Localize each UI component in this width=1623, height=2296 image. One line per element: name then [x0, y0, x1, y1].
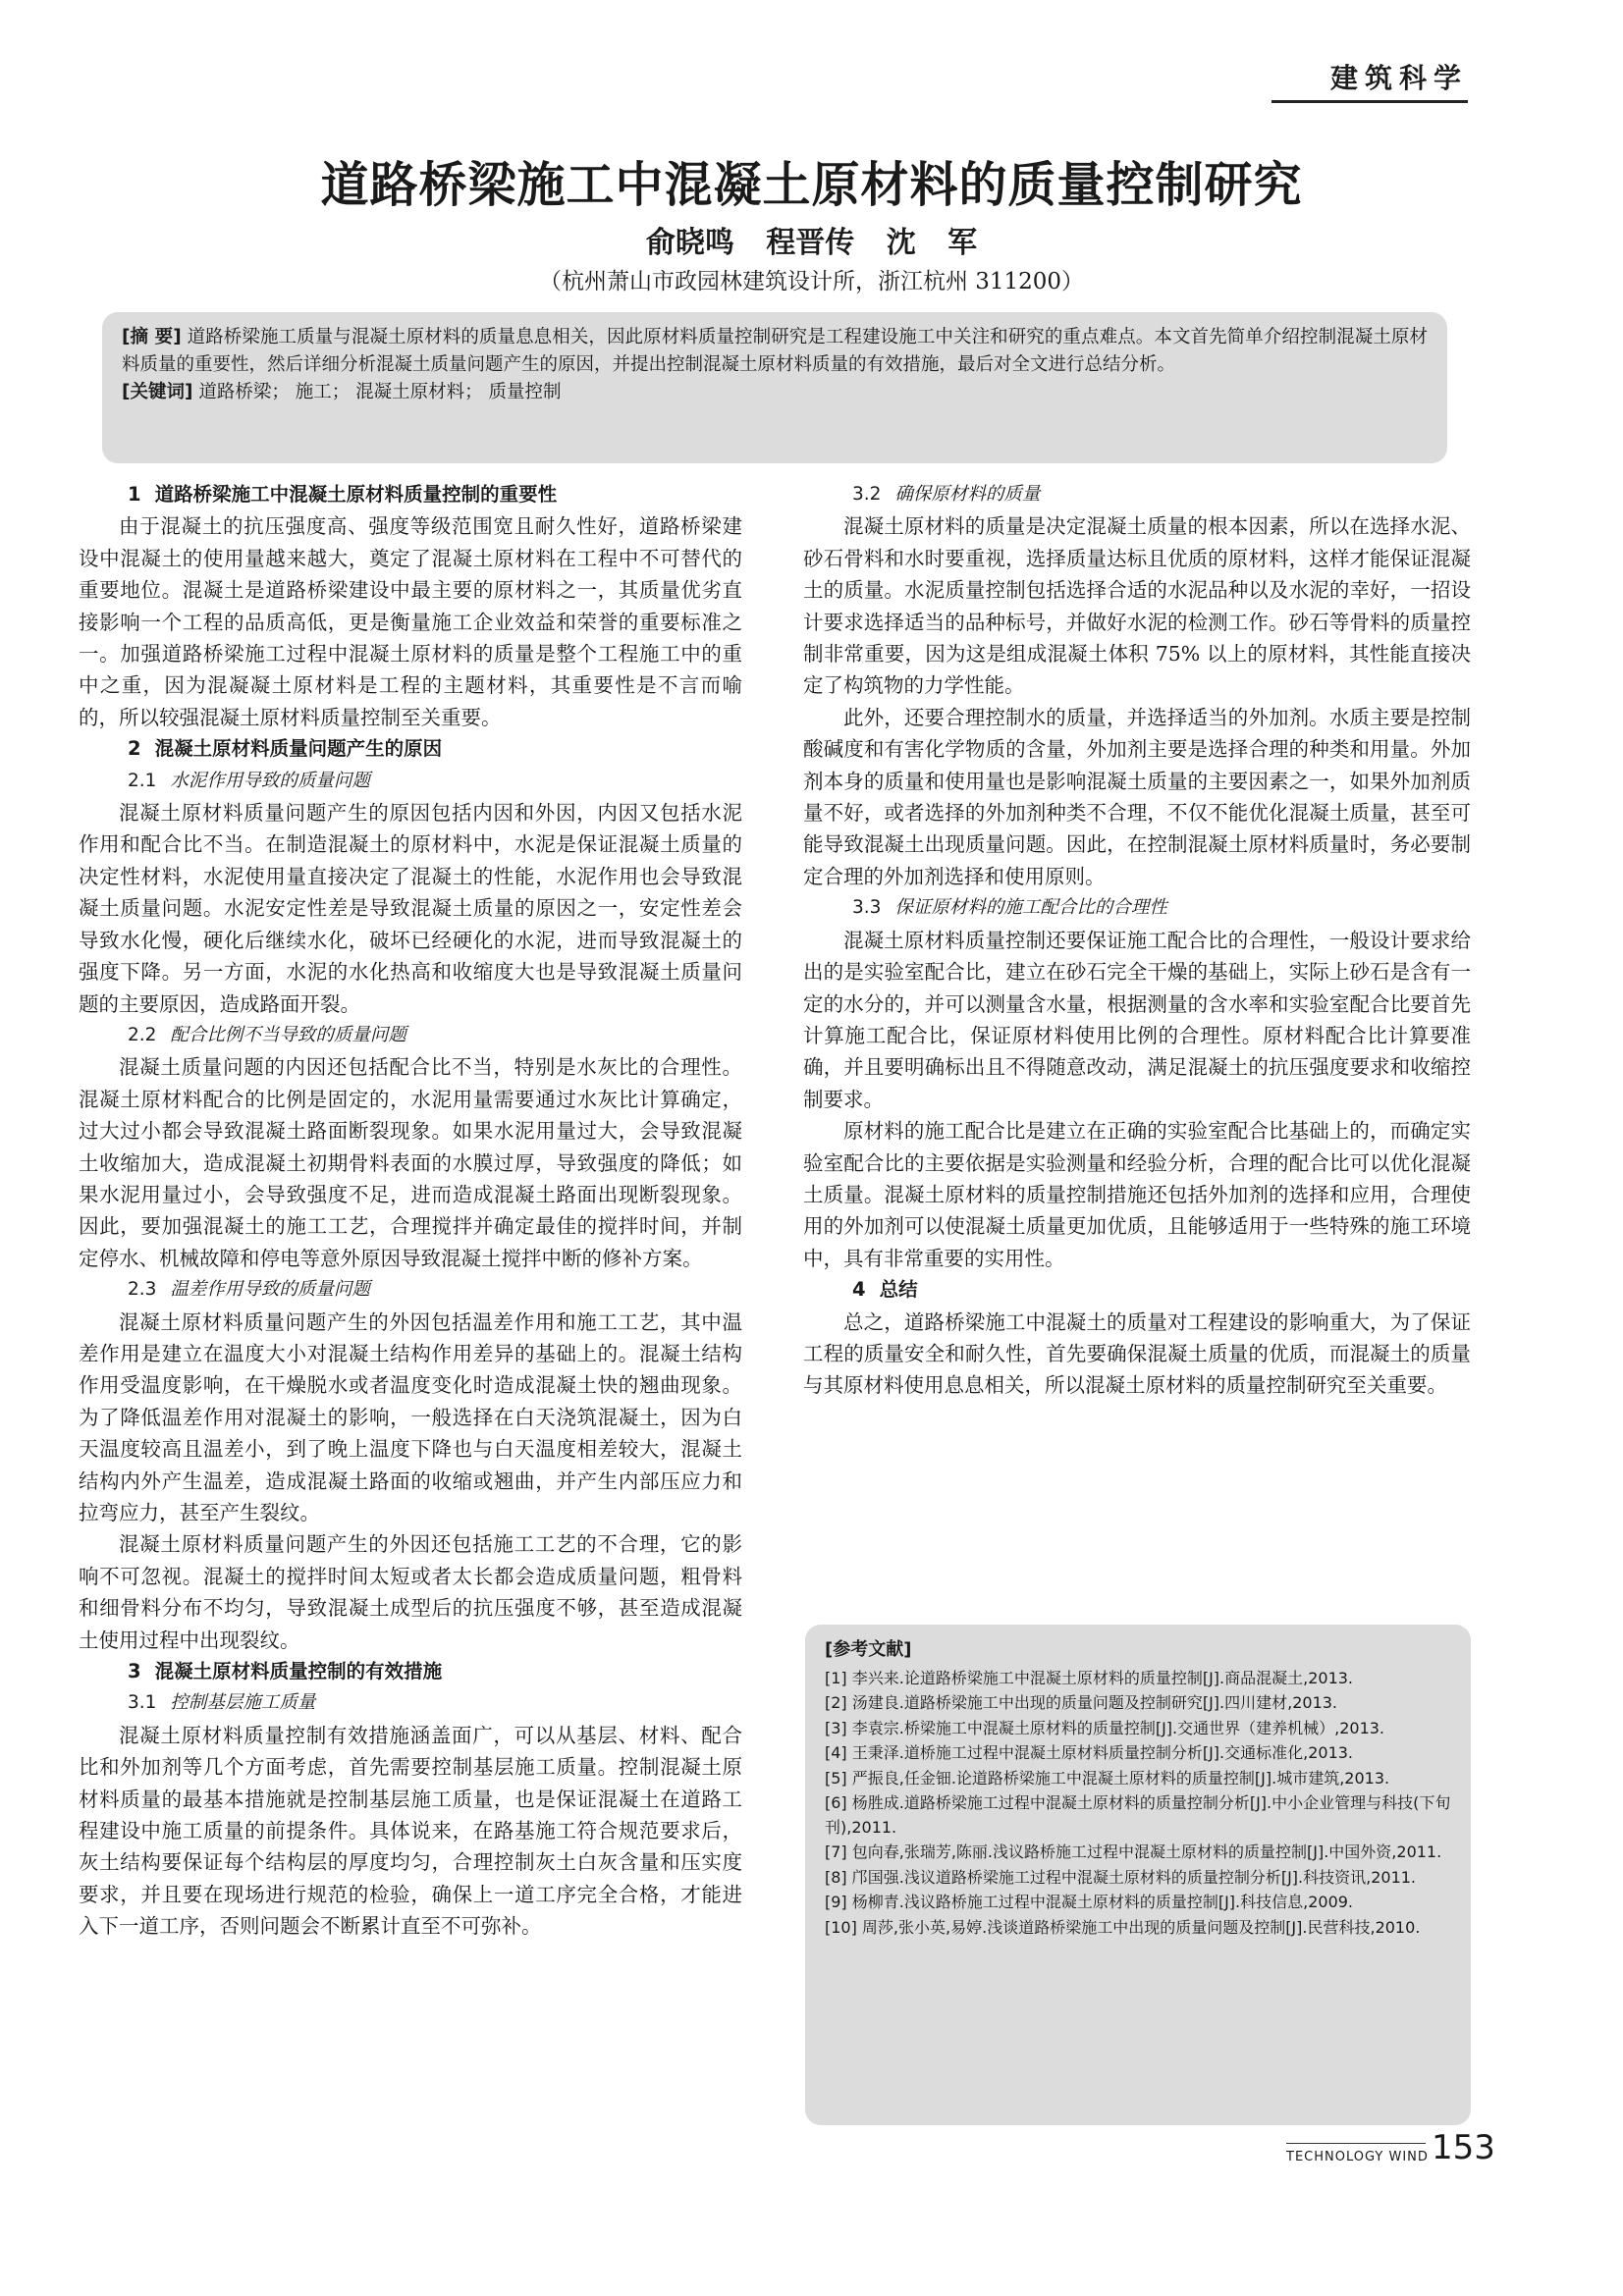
abstract	[122, 324, 1428, 379]
reference-item: [7] 包向春,张瑞芳,陈丽.浅议路桥施工过程中混凝土原材料的质量控制[J].中国外资,2011.	[825, 1842, 1442, 1861]
footer-rule	[1286, 2143, 1426, 2144]
reference-item: [10] 周莎,张小英,易婷.浅谈道路桥梁施工中出现的质量问题及控制[J].民营科技,2010.	[825, 1917, 1421, 1937]
references-box	[805, 1625, 1471, 2125]
section-3-3-paragraph-1: 混凝土原材料质量控制还要保证施工配合比的合理性，一般设计要求给出的是实验室配合比，建立在砂石完全干燥的基础上，实际上砂石是含有一定的水分的，并可以测量含水量，根据测量的含水率和实验室配合比要首先计算施工配合比，保证原材料使用比例的合理性。原材料配合比计算要准确，并且要明确标出且不得随意改动，满足混凝土的抗压强度要求和收缩控制要求。	[803, 928, 1471, 1111]
abstract-text: 道路桥梁施工质量与混凝土原材料的质量息息相关，因此原材料质量控制研究是工程建设施工中关注和研究的重点难点。本文首先简单介绍控制混凝土原材料质量的重要性，然后详细分析混凝土质量问题产生的原因，并提出控制混凝土原材料质量的有效措施，最后对全文进行总结分析。	[122, 327, 1428, 375]
section-3-1-paragraph: 混凝土原材料质量控制有效措施涵盖面广，可以从基层、材料、配合比和外加剂等几个方面考虑，首先需要控制基层施工质量。控制混凝土原材料质量的最基本措施就是控制基层施工质量，也是保证混凝土在道路工程建设中施工质量的前提条件。具体说来，在路基施工符合规范要求后，灰土结构要保证每个结构层的厚度均匀，合理控制灰土白灰含量和压实度要求，并且要在现场进行规范的检验，确保上一道工序完全合格，才能进入下一道工序，否则问题会不断累计直至不可弥补。	[79, 1723, 742, 1939]
reference-item: [8] 邝国强.浅议道路桥梁施工过程中混凝土原材料的质量控制分析[J].科技资讯,2011.	[825, 1867, 1417, 1887]
affiliation: （杭州萧山市政园林建筑设计所，浙江杭州 311200）	[538, 269, 1085, 294]
section-4-paragraph: 总之，道路桥梁施工中混凝土的质量对工程建设的影响重大，为了保证工程的质量安全和耐久性，首先要确保混凝土质量的优质，而混凝土的质量与其原材料使用息息相关，所以混凝土原材料的质量控制研究至关重要。	[803, 1309, 1471, 1398]
journal-section-header: 建筑科学	[1329, 62, 1468, 94]
article-title: 道路桥梁施工中混凝土原材料的质量控制研究	[320, 156, 1303, 213]
reference-item: [4] 王秉泽.道桥施工过程中混凝土原材料质量控制分析[J].交通标准化,2013.	[825, 1743, 1354, 1762]
right-column	[803, 479, 1471, 1539]
section-2-1-heading: 2.1 水泥作用导致的质量问题	[128, 770, 370, 791]
section-3-2-heading: 3.2 确保原材料的质量	[852, 484, 1041, 505]
section-2-heading: 2 混凝土原材料质量问题产生的原因	[128, 737, 443, 761]
section-3-1-heading: 3.1 控制基层施工质量	[128, 1692, 316, 1714]
header-rule	[1271, 100, 1468, 103]
keywords-label: [关键词]	[122, 382, 193, 402]
section-2-3-paragraph-1: 混凝土原材料质量问题产生的外因包括温差作用和施工工艺，其中温差作用是建立在温度大小对混凝土结构作用差异的基础上的。混凝土结构作用受温度影响，在干燥脱水或者温度变化时造成混凝土快的翘曲现象。为了降低温差作用对混凝土的影响，一般选择在白天浇筑混凝土，因为白天温度较高且温差小，到了晚上温度下降也与白天温度相差较大，混凝土结构内外产生温差，造成混凝土路面的收缩或翘曲，并产生内部压应力和拉弯应力，甚至产生裂纹。	[79, 1309, 742, 1524]
keywords	[122, 379, 1428, 406]
abstract-box	[102, 312, 1447, 463]
abstract-label: [摘 要]	[122, 327, 182, 347]
section-3-2-paragraph-1: 混凝土原材料的质量是决定混凝土质量的根本因素，所以在选择水泥、砂石骨料和水时要重视，选择质量达标且优质的原材料，这样才能保证混凝土的质量。水泥质量控制包括选择合适的水泥品种以及水泥的幸好，一招设计要求选择适当的品种标号，并做好水泥的检测工作。砂石等骨料的质量控制非常重要，因为这是组成混凝土体积 75% 以上的原材料，其性能直接决定了构筑物的力学性能。	[803, 514, 1471, 698]
references-title: [参考文献]	[825, 1639, 912, 1660]
section-2-3-heading: 2.3 温差作用导致的质量问题	[128, 1279, 370, 1301]
reference-item: [6] 杨胜成.道路桥梁施工过程中混凝土原材料的质量控制分析[J].中小企业管理与科技(下旬刊),2011.	[825, 1793, 1451, 1837]
reference-item: [3] 李袁宗.桥梁施工中混凝土原材料的质量控制[J].交通世界（建养机械）,2013.	[825, 1718, 1385, 1737]
reference-item: [9] 杨柳青.浅议路桥施工过程中混凝土原材料的质量控制[J].科技信息,2009.	[825, 1893, 1354, 1911]
left-column	[79, 479, 742, 2128]
section-3-2-paragraph-2: 此外，还要合理控制水的质量，并选择适当的外加剂。水质主要是控制酸碱度和有害化学物质的含量，外加剂主要是选择合理的种类和用量。外加剂本身的质量和使用量也是影响混凝土质量的主要因素之一，如果外加剂质量不好，或者选择的外加剂种类不合理，不仅不能优化混凝土质量，甚至可能导致混凝土出现质量问题。因此，在控制混凝土原材料质量时，务必要制定合理的外加剂选择和使用原则。	[803, 705, 1471, 888]
section-3-3-paragraph-2: 原材料的施工配合比是建立在正确的实验室配合比基础上的，而确定实验室配合比的主要依据是实验测量和经验分析，合理的配合比可以优化混凝土质量。混凝土原材料的质量控制措施还包括外加剂的选择和应用，合理使用的外加剂可以使混凝土质量更加优质，且能够适用于一些特殊的施工环境中，具有非常重要的实用性。	[803, 1119, 1471, 1270]
section-2-1-paragraph: 混凝土原材料质量问题产生的原因包括内因和外因，内因又包括水泥作用和配合比不当。在制造混凝土的原材料中，水泥是保证混凝土质量的决定性材料，水泥使用量直接决定了混凝土的性能，水泥作用也会导致混凝土质量问题。水泥安定性差是导致混凝土质量的原因之一，安定性差会导致水化慢，硬化后继续水化，破坏已经硬化的水泥，进而导致混凝土的强度下降。另一方面，水泥的水化热高和收缩度大也是导致混凝土质量问题的主要原因，造成路面开裂。	[79, 801, 742, 1016]
section-4-heading: 4 总结	[852, 1278, 918, 1302]
section-3-3-heading: 3.3 保证原材料的施工配合比的合理性	[852, 897, 1167, 919]
reference-item: [2] 汤建良.道路桥梁施工中出现的质量问题及控制研究[J].四川建材,2013.	[825, 1693, 1338, 1712]
page-number: 153	[1432, 2128, 1495, 2167]
section-1-heading: 1 道路桥梁施工中混凝土原材料质量控制的重要性	[128, 483, 558, 506]
section-2-3-paragraph-2: 混凝土原材料质量问题产生的外因还包括施工工艺的不合理，它的影响不可忽视。混凝土的搅拌时间太短或者太长都会造成质量问题，粗骨料和细骨料分布不均匀，导致混凝土成型后的抗压强度不够，甚至造成混凝土使用过程中出现裂纹。	[79, 1532, 742, 1652]
keywords-text: 道路桥梁； 施工； 混凝土原材料； 质量控制	[198, 382, 562, 402]
section-2-2-heading: 2.2 配合比例不当导致的质量问题	[128, 1024, 406, 1045]
authors: 俞晓鸣 程晋传 沈 军	[645, 226, 978, 260]
reference-item: [1] 李兴来.论道路桥梁施工中混凝土原材料的质量控制[J].商品混凝土,2013.	[825, 1668, 1354, 1687]
section-3-heading: 3 混凝土原材料质量控制的有效措施	[128, 1660, 443, 1683]
section-1-paragraph: 由于混凝土的抗压强度高、强度等级范围宽且耐久性好，道路桥梁建设中混凝土的使用量越来越大，奠定了混凝土原材料在工程中不可替代的重要地位。混凝土是道路桥梁建设中最主要的原材料之一，其质量优劣直接影响一个工程的品质高低，更是衡量施工企业效益和荣誉的重要标准之一。加强道路桥梁施工过程中混凝土原材料的质量是整个工程施工中的重中之重，因为混凝凝土原材料是工程的主题材料，其重要性是不言而喻的，所以较强混凝土原材料质量控制至关重要。	[79, 514, 742, 729]
references-list	[825, 1667, 1451, 1941]
section-2-2-paragraph: 混凝土质量问题的内因还包括配合比不当，特别是水灰比的合理性。混凝土原材料配合的比例是固定的，水泥用量需要通过水灰比计算确定，过大过小都会导致混凝土路面断裂现象。如果水泥用量过大，会导致混凝土收缩加大，造成混凝土初期骨料表面的水膜过厚，导致强度的降低；如果水泥用量过小，会导致强度不足，进而造成混凝土路面出现断裂现象。因此，要加强混凝土的施工工艺，合理搅拌并确定最佳的搅拌时间，并制定停水、机械故障和停电等意外原因导致混凝土搅拌中断的修补方案。	[79, 1055, 742, 1270]
reference-item: [5] 严振良,任金钿.论道路桥梁施工中混凝土原材料的质量控制[J].城市建筑,2013.	[825, 1768, 1390, 1788]
journal-name: TECHNOLOGY WIND	[1286, 2150, 1429, 2164]
